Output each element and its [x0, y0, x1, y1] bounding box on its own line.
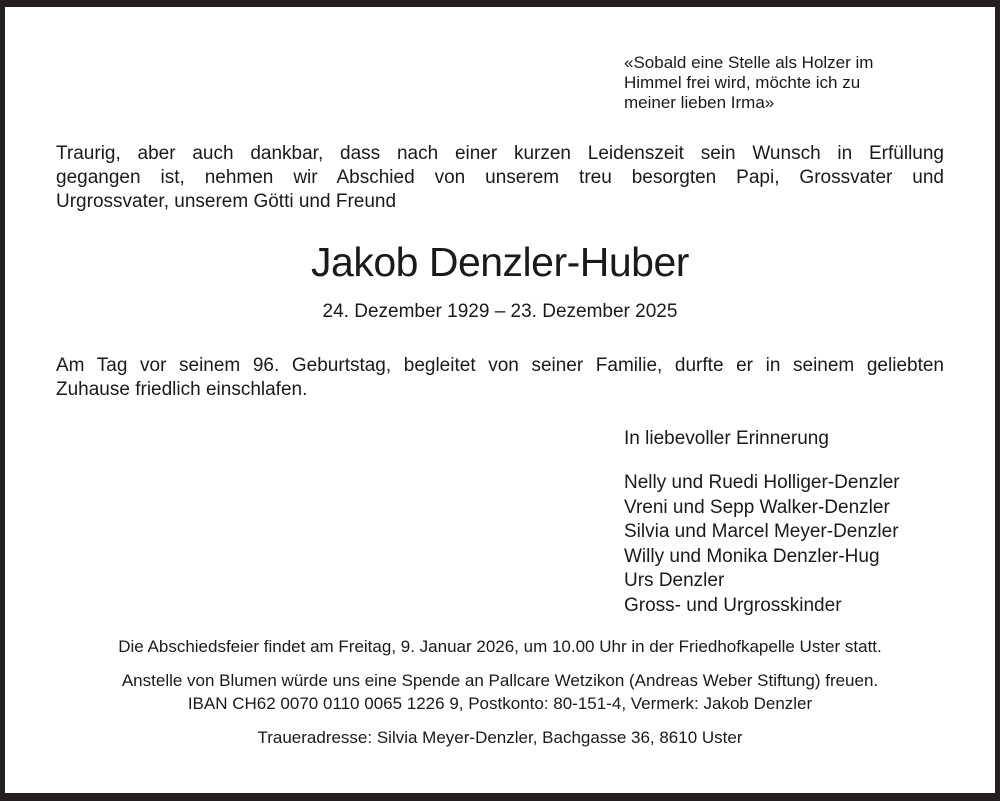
family-member: Willy und Monika Denzler-Hug — [624, 545, 880, 567]
intro-paragraph — [56, 142, 944, 214]
family-list — [624, 471, 900, 618]
ceremony-info: Die Abschiedsfeier findet am Freitag, 9. Januar 2026, um 10.00 Uhr in der Friedhofkapelle Uster statt. — [118, 637, 882, 656]
family-member: Urs Denzler — [624, 570, 725, 591]
family-member: Gross- und Urgrosskinder — [624, 594, 842, 616]
quote-line: «Sobald eine Stelle als Holzer im — [624, 53, 874, 72]
deceased-name: Jakob Denzler-Huber — [311, 239, 689, 285]
family-member: Vreni und Sepp Walker-Denzler — [624, 496, 890, 518]
obituary-notice — [5, 7, 995, 793]
intro-line: Traurig, aber auch dankbar, dass nach einer kurzen Leidenszeit sein Wunsch in Erfüllung — [56, 143, 944, 164]
donation-line: Anstelle von Blumen würde uns eine Spende an Pallcare Wetzikon (Andreas Weber Stiftung) freuen. — [121, 671, 879, 690]
passing-line: Am Tag vor seinem 96. Geburtstag, begleitet von seiner Familie, durfte er in seinem geliebten — [56, 355, 944, 376]
family-member: Silvia und Marcel Meyer-Denzler — [624, 521, 899, 542]
mourning-address: Traueradresse: Silvia Meyer-Denzler, Bachgasse 36, 8610 Uster — [257, 728, 743, 747]
quote-line: Himmel frei wird, möchte ich zu — [624, 73, 861, 92]
intro-line: Urgrossvater, unserem Götti und Freund — [56, 191, 397, 212]
intro-line: gegangen ist, nehmen wir Abschied von unserem treu besorgten Papi, Grossvater und — [56, 167, 944, 188]
passing-paragraph — [56, 354, 944, 402]
passing-line: Zuhause friedlich einschlafen. — [56, 379, 308, 400]
life-dates: 24. Dezember 1929 – 23. Dezember 2025 — [322, 301, 678, 322]
memory-heading: In liebevoller Erinnerung — [624, 428, 829, 449]
family-member: Nelly und Ruedi Holliger-Denzler — [624, 472, 900, 493]
donation-bank-line: IBAN CH62 0070 0110 0065 1226 9, Postkonto: 80-151-4, Vermerk: Jakob Denzler — [187, 694, 813, 713]
quote-line: meiner lieben Irma» — [624, 93, 775, 112]
quote — [624, 53, 873, 113]
